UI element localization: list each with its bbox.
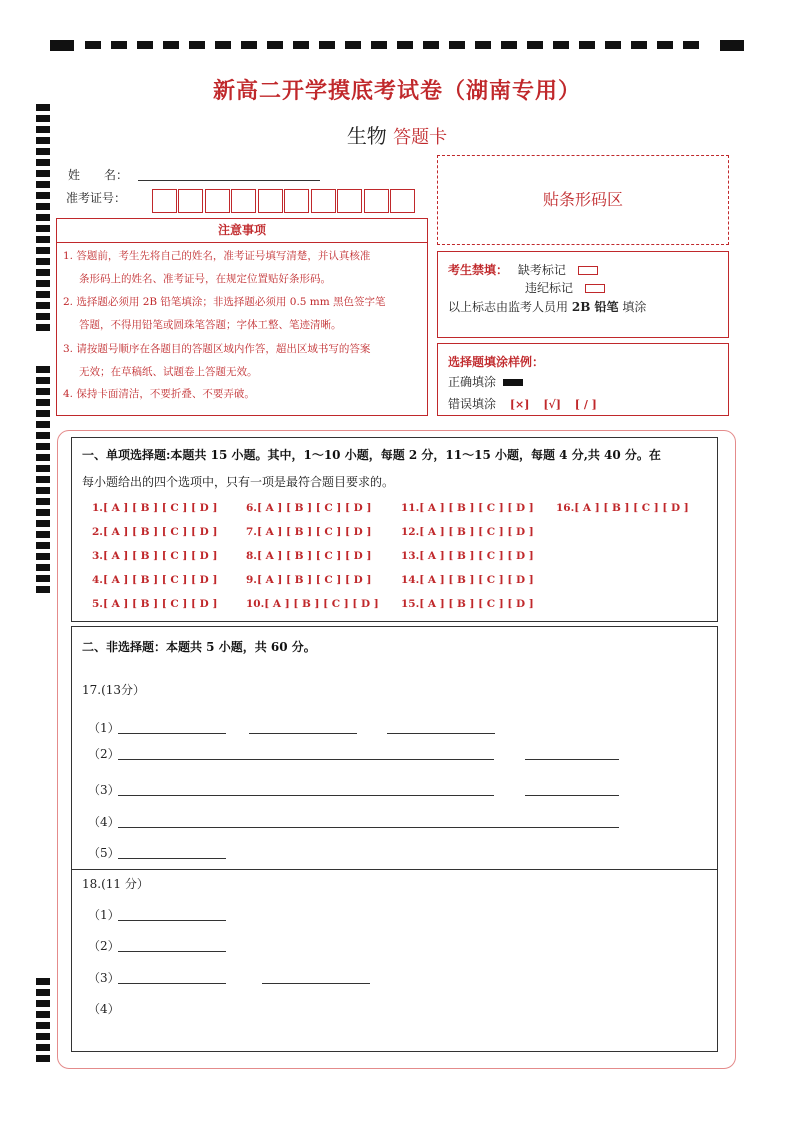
exam-id-label: 准考证号：: [66, 191, 127, 205]
exam-id-digit-box[interactable]: [152, 189, 177, 213]
fill-example-box: [437, 343, 729, 416]
prohibited-label: 考生禁填：: [448, 263, 509, 277]
q18-part-3: （3）: [88, 971, 120, 985]
answer-line[interactable]: [118, 827, 619, 828]
answer-line[interactable]: [118, 920, 226, 921]
correct-fill-sample: [503, 379, 523, 386]
section2-box: [71, 626, 718, 1052]
correct-fill-label: 正确填涂: [448, 375, 497, 389]
violation-mark-box[interactable]: [585, 284, 605, 293]
absent-mark-box[interactable]: [578, 266, 598, 275]
wrong-fill-label: 错误填涂: [448, 397, 497, 411]
q18-title: 18.(11 分）: [82, 877, 149, 891]
note-item: [63, 291, 423, 337]
mc-question[interactable]: 16.[ A ] [ B ] [ C ] [ D ]: [556, 502, 689, 514]
note-item: [63, 338, 423, 384]
absent-label: 缺考标记: [517, 263, 566, 277]
section1-title-line1: 一、单项选择题:本题共 15 小题。其中，1～10 小题，每题 2 分，11～15 小题，每题 4 分,共 40 分。在: [82, 448, 661, 462]
q17-part-5: （5）: [88, 846, 120, 860]
q17-part-4: （4）: [88, 815, 120, 829]
prohibited-note: [448, 298, 646, 315]
note-line: 1. 答题前，考生先将自己的姓名，准考证号填写清楚，并认真核准: [63, 250, 371, 262]
exam-id-digit-box[interactable]: [337, 189, 362, 213]
section2-title: 二、非选择题：本题共 5 小题，共 60 分。: [82, 640, 316, 654]
subject-name: 生物: [346, 124, 387, 148]
question-divider: [71, 869, 718, 870]
mc-question[interactable]: 4.[ A ] [ B ] [ C ] [ D ]: [92, 574, 218, 586]
q17-title: 17.(13分）: [82, 683, 146, 697]
note-item: [63, 245, 423, 291]
exam-id-digit-box[interactable]: [178, 189, 203, 213]
mc-question[interactable]: 9.[ A ] [ B ] [ C ] [ D ]: [246, 574, 372, 586]
name-label: 姓 名：: [68, 168, 129, 182]
answer-line[interactable]: [525, 795, 619, 796]
mc-question[interactable]: 2.[ A ] [ B ] [ C ] [ D ]: [92, 526, 218, 538]
prohibited-box: [437, 251, 729, 338]
subject-heading: [0, 120, 794, 149]
exam-title: 新高二开学摸底考试卷（湖南专用）: [212, 78, 581, 104]
name-field[interactable]: [138, 180, 320, 181]
answer-line[interactable]: [118, 951, 226, 952]
mc-question[interactable]: 10.[ A ] [ B ] [ C ] [ D ]: [246, 598, 379, 610]
prohibited-note-prefix: 以上标志由监考人员用: [448, 300, 569, 314]
exam-id-digit-box[interactable]: [390, 189, 415, 213]
violation-label: 违纪标记: [525, 281, 574, 295]
q18-part-4: （4）: [88, 1002, 120, 1016]
exam-id-digit-box[interactable]: [231, 189, 256, 213]
answer-line[interactable]: [249, 733, 357, 734]
q17-part-1: （1）: [88, 721, 120, 735]
q18-part-2: （2）: [88, 939, 120, 953]
mc-question[interactable]: 11.[ A ] [ B ] [ C ] [ D ]: [401, 502, 534, 514]
answer-line[interactable]: [387, 733, 495, 734]
answer-line[interactable]: [525, 759, 619, 760]
card-label: 答题卡: [393, 127, 448, 148]
exam-id-digit-box[interactable]: [258, 189, 283, 213]
note-line: 4. 保持卡面清洁，不要折叠、不要弄破。: [63, 388, 255, 400]
mc-question[interactable]: 7.[ A ] [ B ] [ C ] [ D ]: [246, 526, 372, 538]
exam-id-digit-box[interactable]: [311, 189, 336, 213]
answer-line[interactable]: [262, 983, 370, 984]
prohibited-note-bold: 2B 铅笔: [571, 300, 619, 314]
mc-question[interactable]: 13.[ A ] [ B ] [ C ] [ D ]: [401, 550, 534, 562]
note-line: 3. 请按题号顺序在各题目的答题区域内作答，超出区域书写的答案: [63, 343, 371, 355]
q17-part-3: （3）: [88, 783, 120, 797]
mc-question[interactable]: 6.[ A ] [ B ] [ C ] [ D ]: [246, 502, 372, 514]
mc-question[interactable]: 1.[ A ] [ B ] [ C ] [ D ]: [92, 502, 218, 514]
wrong-mark-2: [√]: [543, 398, 561, 411]
barcode-label: 贴条形码区: [542, 190, 623, 209]
answer-line[interactable]: [118, 795, 494, 796]
section1-title-line2: 每小题给出的四个选项中，只有一项是最符合题目要求的。: [82, 475, 395, 489]
answer-line[interactable]: [118, 983, 226, 984]
q18-part-1: （1）: [88, 908, 120, 922]
prohibited-note-suffix: 填涂: [622, 300, 647, 314]
fill-example-label: 选择题填涂样例：: [448, 355, 545, 369]
answer-line[interactable]: [118, 759, 494, 760]
mc-question[interactable]: 3.[ A ] [ B ] [ C ] [ D ]: [92, 550, 218, 562]
note-line: 无效；在草稿纸、试题卷上答题无效。: [79, 366, 258, 378]
exam-id-digit-box[interactable]: [205, 189, 230, 213]
wrong-mark-1: [×]: [509, 398, 530, 411]
answer-line[interactable]: [118, 733, 226, 734]
exam-id-digit-box[interactable]: [364, 189, 389, 213]
note-line: 条形码上的姓名、准考证号，在规定位置贴好条形码。: [79, 273, 331, 285]
mc-question[interactable]: 15.[ A ] [ B ] [ C ] [ D ]: [401, 598, 534, 610]
mc-question[interactable]: 8.[ A ] [ B ] [ C ] [ D ]: [246, 550, 372, 562]
barcode-area: [437, 155, 729, 245]
note-item: [63, 383, 423, 406]
answer-line[interactable]: [118, 858, 226, 859]
note-line: 答题，不得用铅笔或圆珠笔答题；字体工整、笔迹清晰。: [79, 319, 342, 331]
mc-question[interactable]: 12.[ A ] [ B ] [ C ] [ D ]: [401, 526, 534, 538]
mc-question[interactable]: 5.[ A ] [ B ] [ C ] [ D ]: [92, 598, 218, 610]
mc-question[interactable]: 14.[ A ] [ B ] [ C ] [ D ]: [401, 574, 534, 586]
wrong-mark-3: [ / ]: [574, 398, 597, 411]
exam-id-digit-box[interactable]: [284, 189, 309, 213]
notes-heading: 注意事项: [56, 218, 428, 243]
note-line: 2. 选择题必须用 2B 铅笔填涂；非选择题必须用 0.5 mm 黑色签字笔: [63, 296, 386, 308]
q17-part-2: （2）: [88, 747, 120, 761]
